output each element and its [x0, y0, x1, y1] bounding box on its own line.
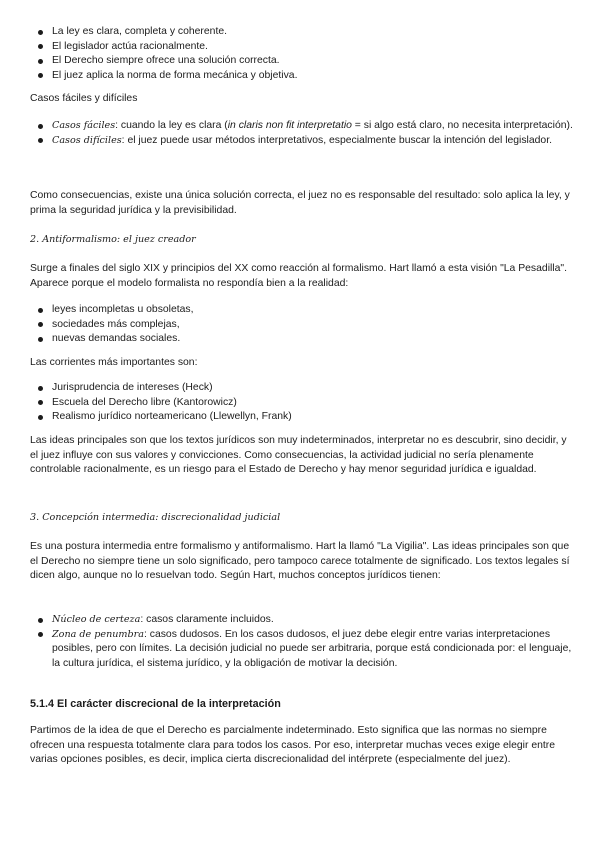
list-item: Núcleo de certeza: casos claramente incluidos.	[30, 613, 575, 628]
list-item: sociedades más complejas,	[30, 318, 575, 333]
reasons-list	[30, 303, 575, 347]
list-item: El Derecho siempre ofrece una solución correcta.	[30, 54, 575, 69]
section-2-title: 2. Antiformalismo: el juez creador	[30, 234, 196, 245]
section-514-title: 5.1.4 El carácter discrecional de la interpretación	[30, 698, 281, 710]
cases-heading: Casos fáciles y difíciles	[30, 93, 138, 104]
latin-maxim: in claris non fit interpretatio	[227, 120, 352, 131]
list-item: Zona de penumbra: casos dudosos. En los casos dudosos, el juez debe elegir entre varias interpretaciones posibles, pero con límites. La decisión judicial no puede ser arbitraria, porque está condicionada por: el lenguaje, la cultura jurídica, el sistema jurídico, y la obligación de motivar la decisión.	[30, 628, 575, 672]
list-item: Casos fáciles: cuando la ley es clara (in claris non fit interpretatio = si algo está claro, no necesita interpretación).	[30, 119, 575, 134]
list-item: leyes incompletas u obsoletas,	[30, 303, 575, 318]
list-item: nuevas demandas sociales.	[30, 332, 575, 347]
list-item: El juez aplica la norma de forma mecánica y objetiva.	[30, 69, 575, 84]
list-item: Jurisprudencia de intereses (Heck)	[30, 381, 575, 396]
section-2-paragraph-1: Surge a finales del siglo XIX y principios del XX como reacción al formalismo. Hart llamó a esta visión "La Pesadilla". Aparece porque el modelo formalista no respondía bien a la realidad:	[30, 263, 567, 289]
list-item: La ley es clara, completa y coherente.	[30, 25, 575, 40]
formalism-assumptions-list	[30, 25, 575, 83]
consequence-paragraph: Como consecuencias, existe una única solución correcta, el juez no es responsable del resultado: solo aplica la ley, y prima la seguridad jurídica y la previsibilidad.	[30, 190, 570, 216]
section-514-paragraph: Partimos de la idea de que el Derecho es parcialmente indeterminado. Esto significa que las normas no siempre ofrecen una respuesta totalmente clara para todos los casos. Por eso, interpretar muchas veces exige elegir entre varias opciones posibles, es decir, implica cierta discrecionalidad del intérprete (especialmente del juez).	[30, 725, 556, 766]
hart-concepts-list	[30, 613, 575, 671]
list-item: Escuela del Derecho libre (Kantorowicz)	[30, 396, 575, 411]
list-item: Casos difíciles: el juez puede usar métodos interpretativos, especialmente buscar la intención del legislador.	[30, 134, 575, 149]
section-3-title: 3. Concepción intermedia: discrecionalidad judicial	[30, 512, 281, 523]
term-penumbra: Zona de penumbra	[52, 628, 144, 640]
term-easy-cases: Casos fáciles	[52, 120, 116, 131]
list-item: Realismo jurídico norteamericano (Llewellyn, Frank)	[30, 410, 575, 425]
section-3-paragraph: Es una postura intermedia entre formalismo y antiformalismo. Hart la llamó "La Vigilia". Las ideas principales son que el Derecho no siempre tiene un solo significado, pero tampoco carece totalmente de significado. Los textos legales sí dicen algo, aunque no lo resuelvan todo. Según Hart, muchos conceptos jurídicos tienen:	[30, 541, 570, 582]
section-2-paragraph-2: Las ideas principales son que los textos jurídicos son muy indeterminados, interpretar no es descubrir, sino decidir, y el juez influye con sus valores y convicciones. Como consecuencias, la actividad judicial no sería plenamente controlable racionalmente, es un riesgo para el Estado de Derecho y hay menor seguridad jurídica e igualdad.	[30, 435, 567, 476]
term-hard-cases: Casos difíciles	[52, 134, 122, 146]
term-core-certainty: Núcleo de certeza	[52, 614, 141, 625]
cases-list	[30, 119, 575, 148]
currents-intro: Las corrientes más importantes son:	[30, 357, 198, 368]
currents-list	[30, 381, 575, 425]
list-item: El legislador actúa racionalmente.	[30, 40, 575, 55]
